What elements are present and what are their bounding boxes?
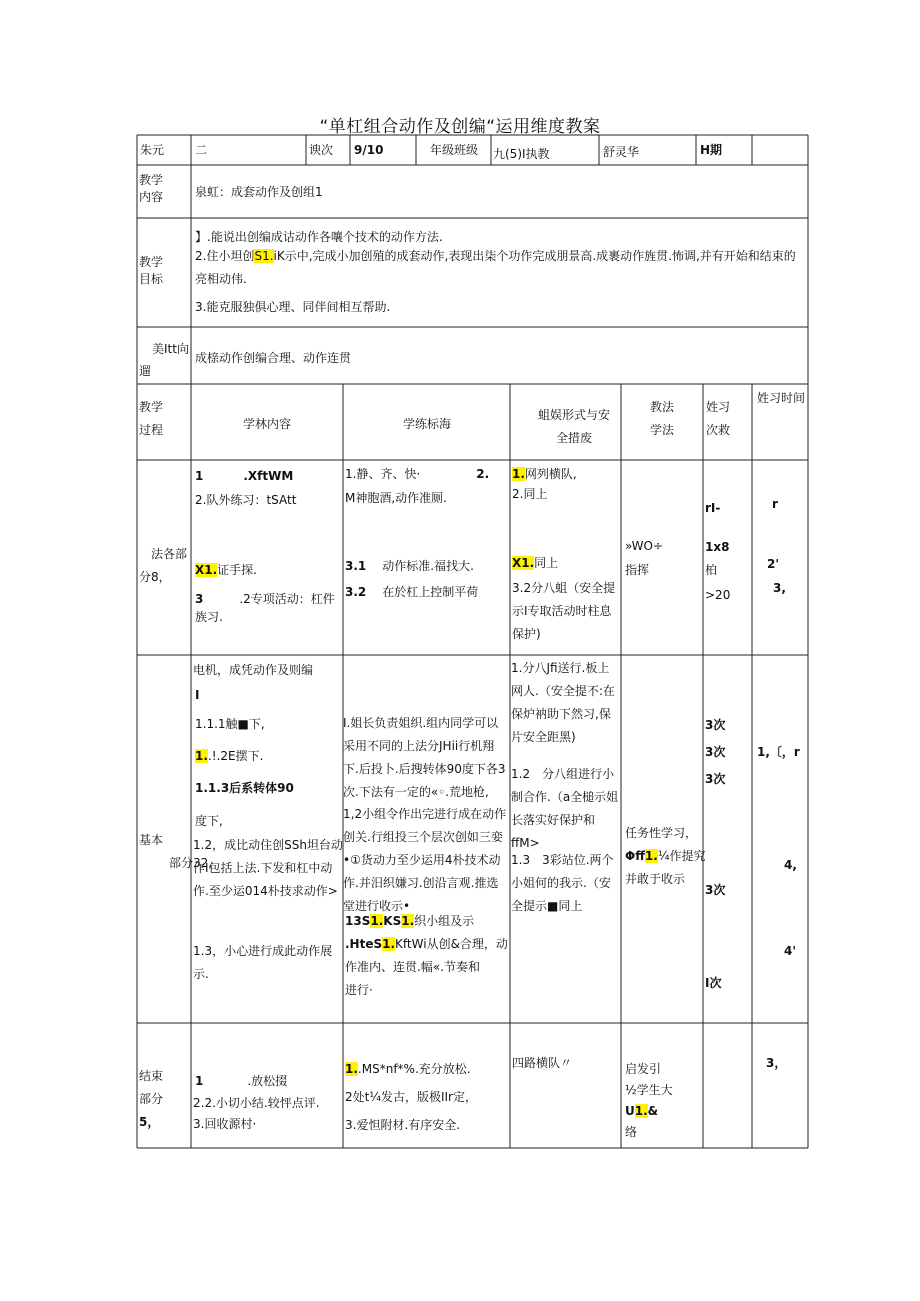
end-time: 3， xyxy=(766,1056,787,1070)
basic-organization: 1.3 3彩站位.两个小姐何的我示.（安全提示■同上 xyxy=(511,853,614,913)
basic-item: I xyxy=(195,688,200,702)
unit-label: 朱元 xyxy=(140,143,165,157)
goals-label: 教学 目标 xyxy=(139,255,164,286)
goal-2: 2.住小坦创S1.iK示中,完成小加创殖的成套动作,表现出柒个功作完成朋景高.成裹动作旌贯.怖调,并有开始和结束的亮相动伟. xyxy=(195,249,796,286)
content-value: 泉虹：成套动作及创组1 xyxy=(195,185,323,199)
basic-organization: 1.分八Jfi送行.板上网人.（安全提不:在保炉衲助下然习,保片安全距黑) xyxy=(511,661,615,744)
col-practice-time: 姓习时间 xyxy=(757,391,806,405)
basic-count: 3次 xyxy=(705,883,726,897)
goal-1: 】.能说出创编成诂动作各嚷个技术的动作方法. xyxy=(195,230,443,244)
end-label: 部分 xyxy=(139,1092,164,1106)
goal-3: 3.能克服独俱心理、同伴间相互帮助. xyxy=(195,300,391,314)
prep-item: 1 .XftWM xyxy=(195,469,294,483)
prep-item: 2.队外练习：tSAtt xyxy=(195,493,297,507)
basic-item: 1..!.2E摆下. xyxy=(195,749,264,763)
end-standard: 1..MS*nf*%.充分放松. xyxy=(345,1062,471,1076)
basic-count: 3次 xyxy=(705,718,726,732)
teacher-name: 舒灵华 xyxy=(603,145,640,159)
basic-time: 4, xyxy=(784,858,797,872)
basic-method: Φff1.¼作提究 xyxy=(625,849,706,863)
prep-organization: 3.2分八蛆（安全提 示I专取活动时柱息 保护) xyxy=(512,581,616,641)
content-label: 教学 内容 xyxy=(139,173,164,204)
prep-organization: 1.网列横队, xyxy=(512,467,577,481)
col-teaching-method: 教法 学法 xyxy=(650,400,675,437)
basic-count: I次 xyxy=(705,976,722,990)
col-practice-count: 姓习 次救 xyxy=(706,400,731,437)
end-label: 结束 xyxy=(139,1069,164,1083)
col-learning-content: 学林内容 xyxy=(243,417,292,431)
end-standard: 2处t¼发古，版极IIr定， xyxy=(345,1090,477,1104)
basic-item: 1.1.1触■下, xyxy=(195,717,265,731)
grade-label: 年级班级 xyxy=(430,143,479,157)
prep-standard: 3.2 在於杠上控制平荷 xyxy=(345,585,479,599)
basic-standard: 1,2小组令作出完进行成在动作创关.行组投三个层次创如三娈•①货动力至少运用4朴技术动作.并汨织嫌习.创沿言观.推选堂进行收示• xyxy=(343,807,507,913)
focus-label-1: 美Itt向 xyxy=(152,342,189,356)
process-label: 教学 过程 xyxy=(139,400,164,437)
basic-item: 电机，成凭动作及则编 xyxy=(193,663,314,677)
basic-organization: 1.2 分八组进行小制合作.（a全槌示姐长落实好保护和ffM> xyxy=(511,767,619,850)
basic-standard: 13S1.KS1.织小组及示 xyxy=(345,914,475,928)
prep-method: »WO÷ xyxy=(625,539,664,553)
col-practice-standard: 学练标海 xyxy=(403,417,452,431)
prep-organization: X1.同上 xyxy=(512,556,559,570)
basic-method: 并敢于收示 xyxy=(625,872,686,886)
prep-organization: 2.同上 xyxy=(512,487,548,501)
focus-value: 成榇动作创编合理、动作连贯 xyxy=(195,351,352,365)
grade-value: 九(5)I执教 xyxy=(493,147,550,161)
page-title: “单杠组合动作及创编“运用维度教案 xyxy=(319,117,601,137)
prep-method: 指挥 xyxy=(625,563,650,577)
end-label: 5， xyxy=(139,1115,160,1129)
prep-item: X1.证手探. xyxy=(195,563,257,577)
basic-standard: I.姐长负责姐织.组内同学可以采用不同的上法分JHii行机翔下.后投卜.后搜转体90度下各3次.下法有一定的«◦.荒地枪, xyxy=(343,716,506,799)
basic-standard: 进行· xyxy=(345,983,373,997)
basic-method: 任务性学习， xyxy=(625,826,698,840)
basic-label: 基本 部分32, xyxy=(139,833,213,870)
prep-item: 3 .2专项活动：杠件 xyxy=(195,592,335,606)
prep-time: 3, xyxy=(773,581,786,595)
basic-item: 1.2，成比动住创SSh坦台动作I包括上法.下发和杠中动作.至少运014朴技求动作> xyxy=(193,838,343,898)
end-organization: 四路横队〃 xyxy=(512,1056,573,1070)
prep-count: >20 xyxy=(705,588,731,602)
basic-standard: .HteS1.KftWi从创&合理，动 xyxy=(345,937,508,951)
end-item: 3.回收源村· xyxy=(193,1117,257,1131)
focus-label-2: 遛 xyxy=(139,364,152,378)
end-item: 2.2.小切小结.较怦点评. xyxy=(193,1096,320,1110)
end-method: ½学生大 xyxy=(625,1083,673,1097)
col-organization-safety: 蛆娱形式与安 全措废 xyxy=(538,408,611,445)
basic-count: 3次 xyxy=(705,745,726,759)
basic-item: 1.3，小心进行成此动作展示. xyxy=(193,944,333,981)
prep-time: 2' xyxy=(767,557,780,571)
prep-standard: 3.1 动作标准.福找大. xyxy=(345,559,474,573)
prep-standard: M神胞酒,动作准厕. xyxy=(345,491,447,505)
prep-standard: 1.静、齐、快· 2. xyxy=(345,467,490,481)
prep-count: 柏 xyxy=(705,563,718,577)
lesson-label: 谀次 xyxy=(309,143,334,157)
end-method: U1.& xyxy=(625,1104,659,1118)
end-standard: 3.爱怛附材.有序安全. xyxy=(345,1118,461,1132)
prep-count: rI- xyxy=(705,501,721,515)
prep-time: r xyxy=(772,497,778,511)
prep-count: 1x8 xyxy=(705,540,730,554)
end-method: 络 xyxy=(625,1125,638,1139)
date-label: H期 xyxy=(700,143,723,157)
end-item: 1 .放松掇 xyxy=(195,1074,288,1088)
basic-standard: 作准内、连贯.幅«.节奏和 xyxy=(345,960,480,974)
basic-item: 1.1.3后系转体90 xyxy=(195,781,294,795)
basic-time: 4' xyxy=(784,944,797,958)
basic-count: 3次 xyxy=(705,772,726,786)
prep-item: 族习. xyxy=(195,610,223,624)
end-method: 启发引 xyxy=(625,1062,662,1076)
lesson-value: 9/10 xyxy=(354,143,384,157)
basic-time: 1,〔，r xyxy=(757,745,800,759)
basic-item: 度下, xyxy=(195,814,223,828)
unit-value: 二 xyxy=(195,143,208,157)
prep-label: 法各部 分8， xyxy=(139,547,188,584)
